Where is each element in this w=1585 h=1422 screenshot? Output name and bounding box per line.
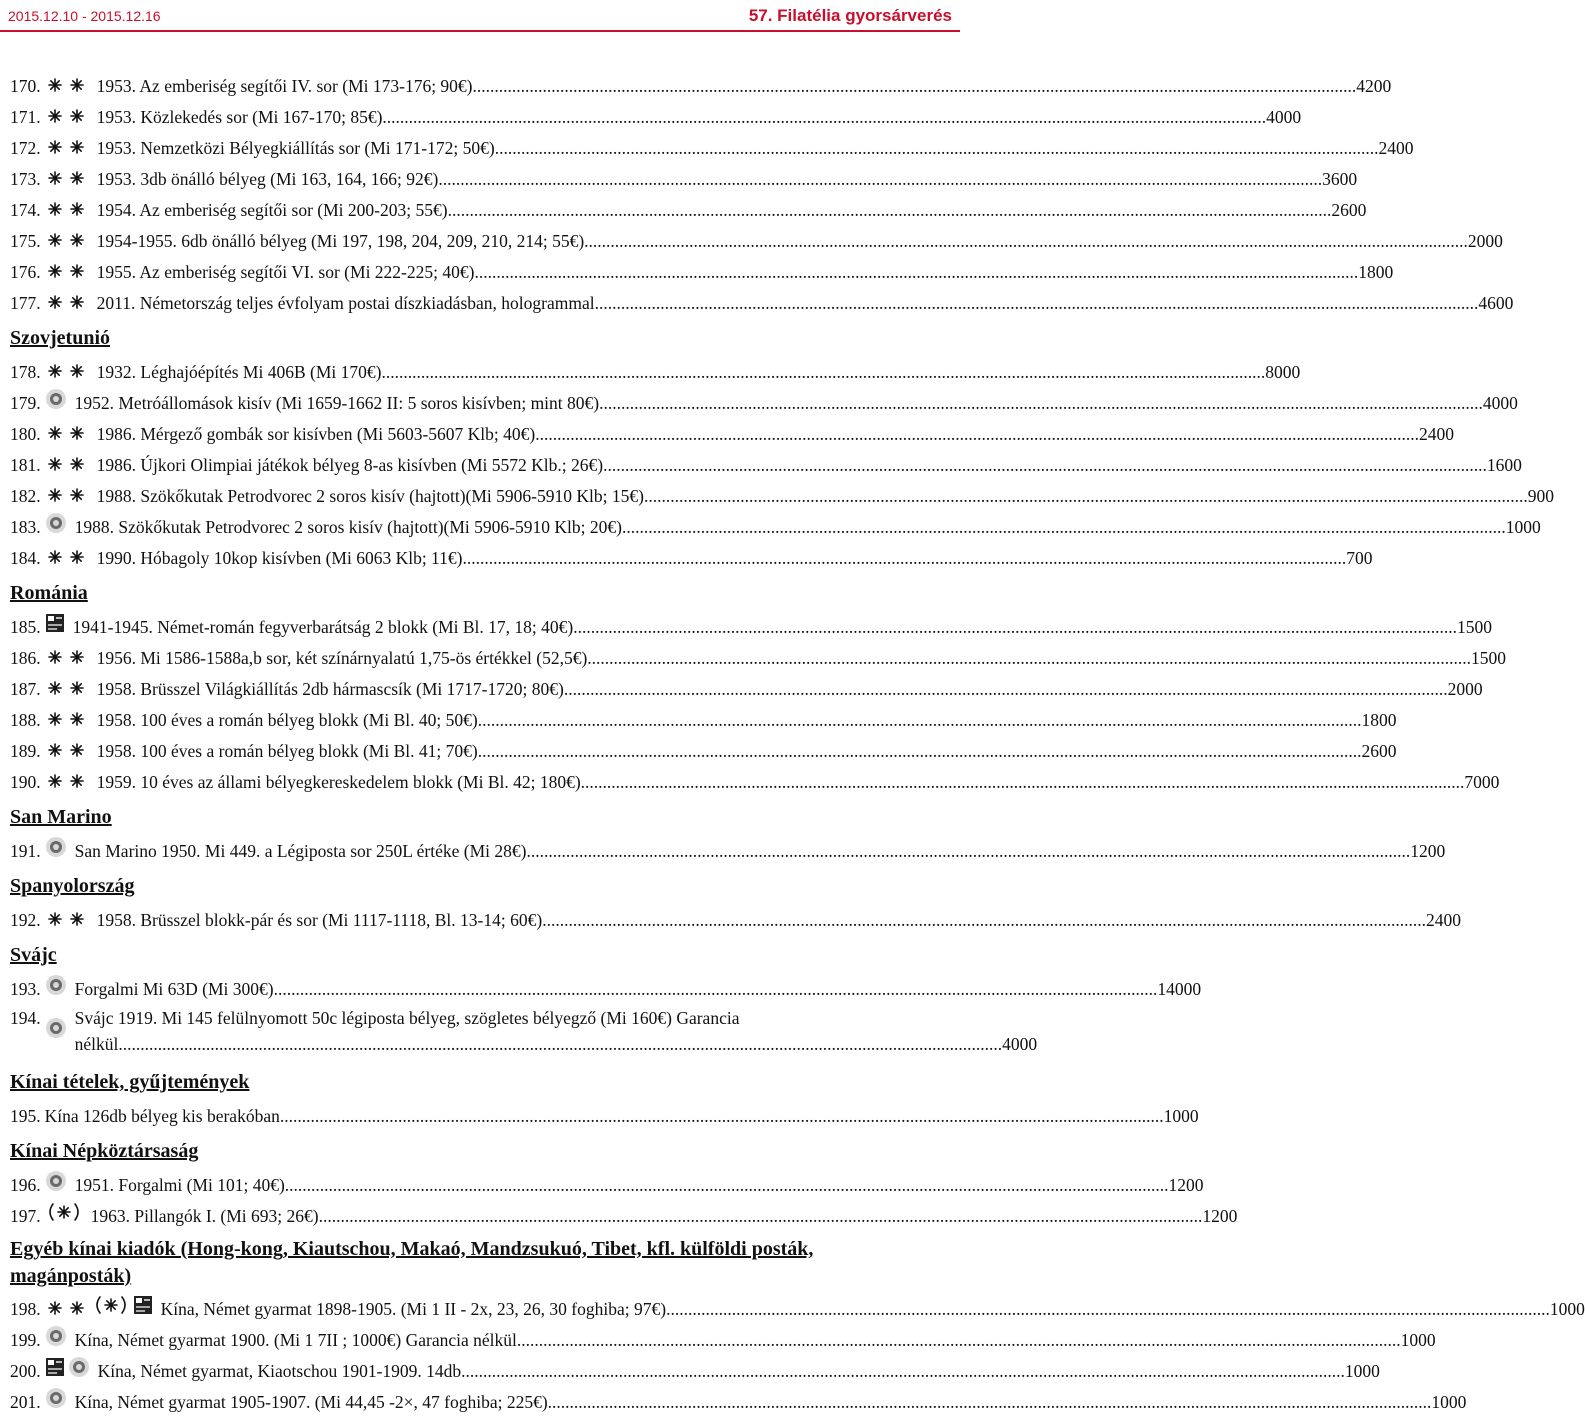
lot-description-cont: nélkül	[74, 1034, 119, 1054]
leader-dots	[495, 133, 1379, 164]
lot-number: 193.	[10, 979, 41, 999]
lot-row	[10, 133, 1414, 164]
mint-nh-icon	[45, 71, 89, 102]
lot-price: 1000	[1163, 1106, 1199, 1126]
condition-marks	[45, 164, 89, 195]
leader-dots	[548, 1387, 1432, 1418]
lot-number: 190.	[10, 772, 41, 792]
lot-description: 1941-1945. Német-román fegyverbarátság 2 blokk (Mi Bl. 17, 18; 40€)	[72, 617, 574, 637]
lot-number: 199.	[10, 1330, 41, 1350]
lot-price: 2400	[1425, 910, 1461, 930]
lot-price: 2400	[1418, 424, 1454, 444]
lot-row	[10, 767, 1500, 798]
condition-marks	[45, 612, 65, 643]
leader-dots	[644, 481, 1528, 512]
lot-price: 1000	[1431, 1392, 1467, 1412]
lot-row	[10, 481, 1554, 512]
lot-description: 1953. Az emberiség segítői IV. sor (Mi 173-176; 90€)	[96, 76, 473, 96]
lot-price: 4000	[1482, 393, 1518, 413]
lot-number: 189.	[10, 741, 41, 761]
condition-marks	[45, 1387, 67, 1419]
lot-description: 1958. Brüsszel blokk-pár és sor (Mi 1117-1118, Bl. 13-14; 60€)	[96, 910, 543, 930]
mint-nh-icon	[45, 674, 89, 705]
condition-marks	[45, 388, 67, 420]
lot-description: 1988. Szökőkutak Petrodvorec 2 soros kisív (hajtott)(Mi 5906-5910 Klb; 20€)	[74, 517, 622, 537]
cancelled-icon	[45, 1017, 67, 1046]
lot-description: 1952. Metróállomások kisív (Mi 1659-1662 II: 5 soros kisívben; mint 80€)	[74, 393, 600, 413]
lot-price: 1000	[1549, 1299, 1585, 1319]
leader-dots	[603, 450, 1487, 481]
lot-number: 197.	[10, 1206, 41, 1226]
lot-row	[10, 257, 1394, 288]
lot-number: 183.	[10, 517, 41, 537]
lot-description: 1956. Mi 1586-1588a,b sor, két színárnyalatú 1,75-ös értékkel (52,5€)	[96, 648, 588, 668]
lot-price: 4200	[1356, 76, 1392, 96]
leader-dots	[118, 1031, 1002, 1057]
lot-line2	[75, 1031, 1038, 1057]
lot-row	[10, 1387, 1467, 1418]
leader-dots	[473, 71, 1357, 102]
lot-number: 177.	[10, 293, 41, 313]
lot-price: 1500	[1471, 648, 1507, 668]
mint-nh-icon	[45, 133, 89, 164]
lot-price: 8000	[1265, 362, 1301, 382]
lot-price: 14000	[1157, 979, 1202, 999]
condition-marks	[45, 836, 67, 868]
lot-price: 1200	[1202, 1206, 1238, 1226]
leader-dots	[461, 1356, 1345, 1387]
lot-price: 4600	[1478, 293, 1514, 313]
lot-description: Kína, Német gyarmat 1905-1907. (Mi 44,45 -2×, 47 foghiba; 225€)	[74, 1392, 548, 1412]
lot-row	[10, 1294, 1585, 1325]
lot-list	[10, 71, 1585, 1418]
lot-price: 3600	[1322, 169, 1358, 189]
cover-icon	[45, 1356, 65, 1387]
lot-description: 1953. Közlekedés sor (Mi 167-170; 85€)	[96, 107, 383, 127]
lot-price: 1500	[1456, 617, 1492, 637]
lot-price: 1000	[1400, 1330, 1436, 1350]
lot-row	[10, 1170, 1204, 1201]
condition-marks	[45, 543, 89, 574]
lot-row	[10, 643, 1507, 674]
catalog-title: 57. Filatélia gyorsárverés	[748, 6, 952, 25]
header-rule	[0, 30, 960, 32]
leader-dots	[595, 288, 1479, 319]
cancelled-icon	[68, 1356, 90, 1388]
mint-nh-icon	[45, 643, 89, 674]
lot-row	[10, 102, 1302, 133]
mint-nh-icon	[45, 450, 89, 481]
cancelled-icon	[45, 512, 67, 544]
lot-row	[10, 836, 1446, 867]
condition-marks	[45, 1170, 67, 1202]
condition-marks	[45, 905, 89, 936]
mint-nh-icon	[45, 102, 89, 133]
lot-number: 198.	[10, 1299, 41, 1319]
lot-row	[10, 543, 1373, 574]
lot-number: 181.	[10, 455, 41, 475]
cover-icon	[45, 612, 65, 643]
lot-price: 2600	[1331, 200, 1367, 220]
leader-dots	[573, 612, 1457, 643]
section-heading: Svájc	[10, 944, 57, 966]
lot-price: 2600	[1361, 741, 1397, 761]
lot-description: 1986. Újkori Olimpiai játékok bélyeg 8-as kisívben (Mi 5572 Klb.; 26€)	[96, 455, 604, 475]
lot-number: 188.	[10, 710, 41, 730]
mint-nh-icon	[45, 195, 89, 226]
lot-number: 180.	[10, 424, 41, 444]
lot-description: 2011. Németország teljes évfolyam postai díszkiadásban, hologrammal	[96, 293, 595, 313]
condition-marks	[45, 1201, 83, 1232]
leader-dots	[564, 674, 1448, 705]
cancelled-icon	[45, 1387, 67, 1419]
lot-number: 171.	[10, 107, 41, 127]
lot-row	[10, 1201, 1238, 1232]
lot-row	[10, 736, 1397, 767]
condition-marks	[45, 288, 89, 319]
lot-row	[10, 1356, 1380, 1387]
lot-price: 1800	[1358, 262, 1394, 282]
mint-nh-icon	[45, 481, 89, 512]
lot-description: 1988. Szökőkutak Petrodvorec 2 soros kisív (hajtott)(Mi 5906-5910 Klb; 15€)	[96, 486, 644, 506]
date-range: 2015.12.10 - 2015.12.16	[8, 8, 161, 24]
lot-row	[10, 1005, 1038, 1057]
condition-marks	[45, 1294, 153, 1325]
condition-marks	[45, 102, 89, 133]
condition-marks	[45, 1325, 67, 1357]
lot-row	[10, 71, 1392, 102]
lot-price: 7000	[1464, 772, 1500, 792]
section-heading: Egyéb kínai kiadók (Hong-kong, Kiautschou, Makaó, Mandzsukuó, Tibet, kfl. külföldi posták, magánposták)	[10, 1238, 814, 1287]
lot-row	[10, 195, 1367, 226]
lot-row	[10, 450, 1522, 481]
lot-description: 1958. 100 éves a román bélyeg blokk (Mi Bl. 40; 50€)	[96, 710, 478, 730]
lot-description: 1959. 10 éves az állami bélyegkereskedelem blokk (Mi Bl. 42; 180€)	[96, 772, 581, 792]
mint-hinged-icon	[92, 1294, 130, 1325]
lot-price: 1600	[1486, 455, 1522, 475]
lot-price: 1200	[1168, 1175, 1204, 1195]
lot-text	[75, 1005, 1038, 1057]
leader-dots	[382, 102, 1266, 133]
leader-dots	[587, 643, 1471, 674]
condition-marks	[45, 643, 89, 674]
section-heading: Kínai tételek, gyűjtemények	[10, 1071, 250, 1093]
section-heading: San Marino	[10, 806, 112, 828]
lot-description: 1955. Az emberiség segítői VI. sor (Mi 222-225; 40€)	[96, 262, 475, 282]
lot-number: 178.	[10, 362, 41, 382]
mint-nh-icon	[45, 257, 89, 288]
section-heading: Spanyolország	[10, 875, 135, 897]
lot-number: 195.	[10, 1106, 41, 1126]
cancelled-icon	[45, 1170, 67, 1202]
mint-nh-icon	[45, 905, 89, 936]
condition-marks	[45, 1356, 90, 1388]
leader-dots	[478, 705, 1362, 736]
lot-row	[10, 612, 1492, 643]
lot-number: 201.	[10, 1392, 41, 1412]
lot-row	[10, 357, 1301, 388]
mint-nh-icon	[45, 705, 89, 736]
lot-row	[10, 512, 1541, 543]
lot-number: 187.	[10, 679, 41, 699]
condition-marks	[45, 257, 89, 288]
cover-icon	[133, 1294, 153, 1325]
lot-price: 2400	[1378, 138, 1414, 158]
lot-description: 1954. Az emberiség segítői sor (Mi 200-203; 55€)	[96, 200, 448, 220]
lot-description: 1932. Léghajóépítés Mi 406B (Mi 170€)	[96, 362, 382, 382]
lot-price: 4000	[1002, 1034, 1038, 1054]
section-heading: Románia	[10, 582, 88, 604]
mint-nh-icon	[45, 164, 89, 195]
cancelled-icon	[45, 974, 67, 1006]
lot-number: 186.	[10, 648, 41, 668]
lot-row	[10, 1325, 1436, 1356]
lot-number: 173.	[10, 169, 41, 189]
cancelled-icon	[45, 388, 67, 420]
lot-price: 2000	[1467, 231, 1503, 251]
section-heading: Kínai Népköztársaság	[10, 1140, 199, 1162]
lot-row	[10, 388, 1518, 419]
condition-marks	[45, 450, 89, 481]
lot-description: Kína, Német gyarmat, Kiaotschou 1901-1909. 14db	[97, 1361, 462, 1381]
lot-number: 174.	[10, 200, 41, 220]
lot-row	[10, 419, 1454, 450]
mint-nh-icon	[45, 543, 89, 574]
leader-dots	[474, 257, 1358, 288]
leader-dots	[666, 1294, 1550, 1325]
lot-description: 1953. Nemzetközi Bélyegkiállítás sor (Mi 171-172; 50€)	[96, 138, 495, 158]
condition-marks	[45, 71, 89, 102]
lot-row	[10, 226, 1503, 257]
condition-marks	[45, 195, 89, 226]
lot-price: 900	[1527, 486, 1554, 506]
lot-description: San Marino 1950. Mi 449. a Légiposta sor 250L értéke (Mi 28€)	[74, 841, 527, 861]
lot-description: 1958. 100 éves a román bélyeg blokk (Mi Bl. 41; 70€)	[96, 741, 478, 761]
lot-description: 1958. Brüsszel Világkiállítás 2db hármascsík (Mi 1717-1720; 80€)	[96, 679, 564, 699]
leader-dots	[599, 388, 1483, 419]
mint-nh-icon	[45, 736, 89, 767]
lot-number: 192.	[10, 910, 41, 930]
lot-number: 170.	[10, 76, 41, 96]
leader-dots	[622, 512, 1506, 543]
lot-price: 4000	[1266, 107, 1302, 127]
cancelled-icon	[45, 836, 67, 868]
condition-marks	[45, 705, 89, 736]
lot-number: 172.	[10, 138, 41, 158]
lot-number: 196.	[10, 1175, 41, 1195]
condition-marks	[45, 419, 89, 450]
leader-dots	[438, 164, 1322, 195]
lot-price: 700	[1346, 548, 1373, 568]
lot-price: 1800	[1361, 710, 1397, 730]
lot-number: 179.	[10, 393, 41, 413]
mint-hinged-icon	[45, 1201, 83, 1232]
mint-nh-icon	[45, 357, 89, 388]
leader-dots	[478, 736, 1362, 767]
mint-nh-icon	[45, 288, 89, 319]
condition-marks	[45, 674, 89, 705]
leader-dots	[542, 905, 1426, 936]
lot-number: 176.	[10, 262, 41, 282]
section-heading: Szovjetunió	[10, 327, 110, 349]
lot-number: 194.	[10, 1008, 41, 1028]
leader-dots	[381, 357, 1265, 388]
mint-nh-icon	[45, 767, 89, 798]
lot-row	[10, 905, 1461, 936]
condition-marks	[45, 974, 67, 1006]
lot-description: Kína, Német gyarmat 1900. (Mi 1 7II ; 1000€) Garancia nélkül	[74, 1330, 517, 1350]
lot-number: 182.	[10, 486, 41, 506]
condition-marks	[45, 736, 89, 767]
leader-dots	[274, 974, 1158, 1005]
condition-marks	[45, 357, 89, 388]
lot-description: 1963. Pillangók I. (Mi 693; 26€)	[90, 1206, 319, 1226]
leader-dots	[285, 1170, 1169, 1201]
page-header	[8, 4, 952, 28]
lot-number: 191.	[10, 841, 41, 861]
leader-dots	[517, 1325, 1401, 1356]
lot-price: 2000	[1447, 679, 1483, 699]
condition-marks	[45, 133, 89, 164]
leader-dots	[535, 419, 1419, 450]
lot-number: 184.	[10, 548, 41, 568]
leader-dots	[581, 767, 1465, 798]
lot-number: 200.	[10, 1361, 41, 1381]
condition-marks	[45, 226, 89, 257]
leader-dots	[448, 195, 1332, 226]
leader-dots	[584, 226, 1468, 257]
lot-description: Forgalmi Mi 63D (Mi 300€)	[74, 979, 274, 999]
mint-nh-icon	[45, 226, 89, 257]
lot-number: 185.	[10, 617, 41, 637]
condition-marks	[45, 512, 67, 544]
lot-number: 175.	[10, 231, 41, 251]
lot-description: Kína 126db bélyeg kis berakóban	[44, 1106, 280, 1126]
lot-description: 1951. Forgalmi (Mi 101; 40€)	[74, 1175, 285, 1195]
lot-row	[10, 288, 1514, 319]
lot-row	[10, 974, 1202, 1005]
leader-dots	[319, 1201, 1203, 1232]
cancelled-icon	[45, 1325, 67, 1357]
lot-description: 1986. Mérgező gombák sor kisívben (Mi 5603-5607 Klb; 40€)	[96, 424, 536, 444]
leader-dots	[526, 836, 1410, 867]
leader-dots	[462, 543, 1346, 574]
lot-row	[10, 1101, 1199, 1132]
condition-marks	[45, 767, 89, 798]
lot-description: 1954-1955. 6db önálló bélyeg (Mi 197, 198, 204, 209, 210, 214; 55€)	[96, 231, 585, 251]
lot-price: 1000	[1505, 517, 1541, 537]
mint-nh-icon	[45, 1294, 89, 1325]
lot-price: 1200	[1410, 841, 1446, 861]
lot-description: Kína, Német gyarmat 1898-1905. (Mi 1 II - 2x, 23, 26, 30 foghiba; 97€)	[160, 1299, 667, 1319]
leader-dots	[280, 1101, 1164, 1132]
lot-row	[10, 674, 1483, 705]
lot-description: Svájc 1919. Mi 145 felülnyomott 50c légiposta bélyeg, szögletes bélyegző (Mi 160€) Garancia	[74, 1008, 740, 1028]
lot-description: 1990. Hóbagoly 10kop kisívben (Mi 6063 Klb; 11€)	[96, 548, 463, 568]
lot-row	[10, 705, 1397, 736]
lot-price: 1000	[1344, 1361, 1380, 1381]
lot-row	[10, 164, 1358, 195]
lot-description: 1953. 3db önálló bélyeg (Mi 163, 164, 166; 92€)	[96, 169, 439, 189]
condition-marks	[45, 481, 89, 512]
mint-nh-icon	[45, 419, 89, 450]
condition-marks	[45, 1017, 67, 1046]
